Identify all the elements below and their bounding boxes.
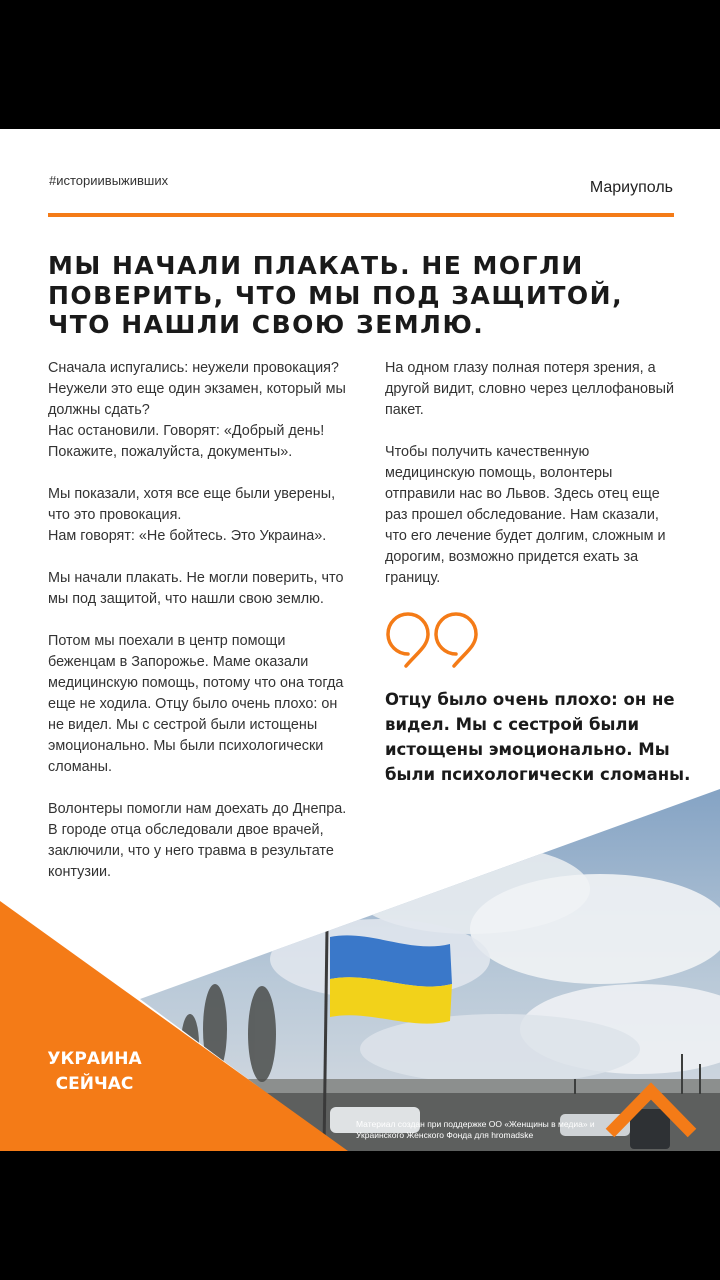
city-label: Мариуполь	[589, 179, 673, 196]
paragraph: Чтобы получить качественную медицинскую помощь, волонтеры отправили нас во Львов. Здесь отец еще раз прошел обследование. Нам сказали, что его лечение будет долгим, сложным и дорогим, возможно придется ехать за границу.	[385, 444, 666, 586]
paragraph	[48, 484, 353, 547]
article-page	[0, 129, 720, 1151]
paragraph: Волонтеры помогли нам доехать до Днепра. В городе отца обследовали двое врачей, заключили, что у него травма в результате контузии.	[48, 801, 347, 880]
paragraph-line: Нас остановили. Говорят: «Добрый день! Покажите, пожалуйста, документы».	[48, 423, 325, 460]
paragraph: На одном глазу полная потеря зрения, а другой видит, словно через целлофановый пакет.	[385, 360, 675, 418]
right-column	[385, 358, 675, 610]
headline: МЫ НАЧАЛИ ПЛАКАТЬ. НЕ МОГЛИ ПОВЕРИТЬ, ЧТО МЫ ПОД ЗАЩИТОЙ, ЧТО НАШЛИ СВОЮ ЗЕМЛЮ.	[48, 251, 624, 339]
paragraph	[48, 358, 353, 463]
brand-line: СЕЙЧАС	[55, 1074, 134, 1094]
brand-logo	[38, 1047, 151, 1097]
pull-quote: Отцу было очень плохо: он не видел. Мы с сестрой были истощены эмоционально. Мы были психологически сломаны.	[385, 690, 691, 784]
quote-icon	[384, 612, 480, 672]
paragraph: Мы начали плакать. Не могли поверить, что мы под защитой, что нашли свою землю.	[48, 570, 344, 607]
paragraph-line: Сначала испугались: неужели провокация? Неужели это еще один экзамен, который мы должны сдать?	[48, 360, 346, 418]
paragraph: Потом мы поехали в центр помощи беженцам в Запорожье. Маме оказали медицинскую помощь, потому что она тогда еще не ходила. Отцу было очень плохо: он не видел. Мы с сестрой были истощены эмоционально. Мы были психологически сломаны.	[48, 633, 344, 775]
credit-text: Материал создан при поддержке ОО «Женщины в медиа» и Украинского Женского Фонда для hromadske	[356, 1119, 595, 1140]
chevron-up-icon	[604, 1081, 698, 1139]
paragraph-line: Мы показали, хотя все еще были уверены, что это провокация.	[48, 486, 336, 523]
hashtag: #историивыживших	[49, 173, 169, 188]
left-column	[48, 358, 353, 904]
paragraph-line: Нам говорят: «Не бойтесь. Это Украина».	[48, 528, 327, 544]
divider	[48, 213, 674, 217]
brand-line: УКРАИНА	[47, 1049, 142, 1069]
